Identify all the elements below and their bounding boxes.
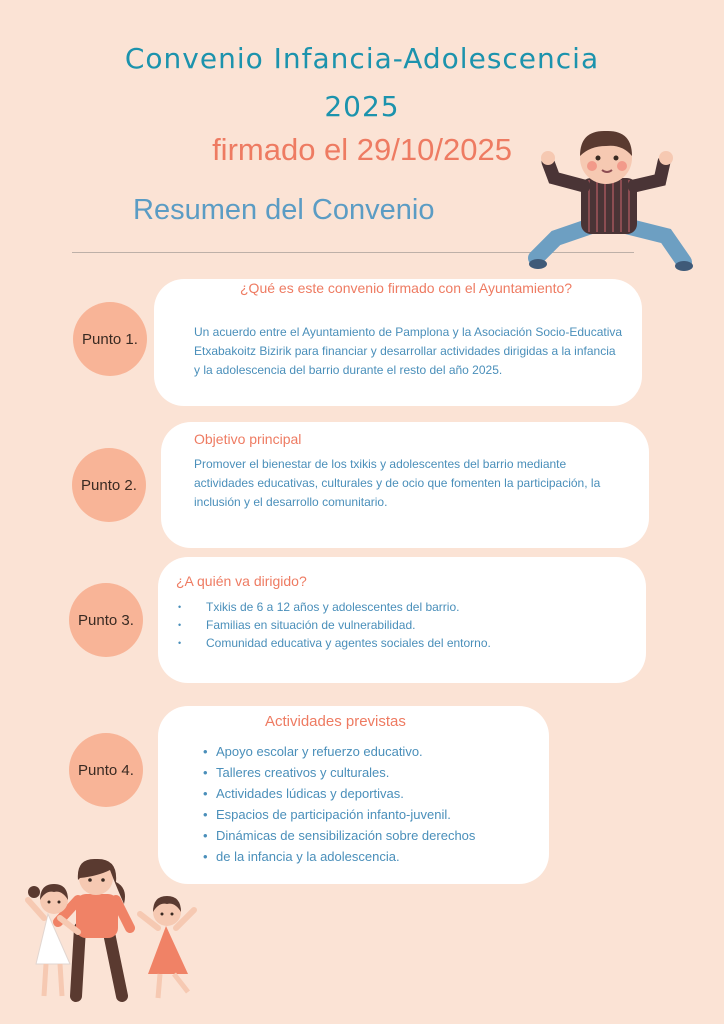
punto-2-text [194,455,600,512]
title-line-2: 2025 [324,90,400,123]
list-item: • Familias en situación de vulnerabilidad. [178,616,491,634]
punto-3-list [178,598,491,652]
punto-1-badge: Punto 1. [73,302,147,376]
punto-1-line: y la adolescencia del barrio durante el resto del año 2025. [194,363,503,377]
punto-2-line: Promover el bienestar de los txikis y adolescentes del barrio mediante [194,457,567,471]
punto-1-line: Un acuerdo entre el Ayuntamiento de Pamplona y la Asociación Socio-Educativa [194,325,623,339]
punto-3-title: ¿A quién va dirigido? [176,573,307,589]
list-item: • Espacios de participación infanto-juvenil. [203,804,475,825]
punto-4-list [203,741,475,867]
punto-1-title: ¿Qué es este convenio firmado con el Ayuntamiento? [240,280,573,296]
punto-2-title: Objetivo principal [194,431,302,447]
punto-2-badge: Punto 2. [72,448,146,522]
list-item-continuation: • de la infancia y la adolescencia. [203,846,475,867]
list-item: • Comunidad educativa y agentes sociales del entorno. [178,634,491,652]
punto-2-line: inclusión y el desarrollo comunitario. [194,495,388,509]
punto-1-line: Etxabakoitz Bizirik para financiar y desarrollar actividades dirigidas a la infancia [194,344,616,358]
summary-heading: Resumen del Convenio [133,194,435,226]
jumping-boy-icon [526,126,696,276]
woman-with-two-girls-icon [18,856,218,1006]
list-item: • Dinámicas de sensibilización sobre derechos [203,825,475,846]
punto-2-line: actividades educativas, culturales y de ocio que fomenten la participación, la [194,476,601,490]
punto-1-text [194,323,622,380]
punto-3-badge: Punto 3. [69,583,143,657]
punto-4-badge: Punto 4. [69,733,143,807]
title-line-1: Convenio Infancia-Adolescencia [124,42,600,75]
list-item: • Talleres creativos y culturales. [203,762,475,783]
punto-4-title: Actividades previstas [265,713,406,730]
list-item: • Actividades lúdicas y deportivas. [203,783,475,804]
signed-date: firmado el 29/10/2025 [212,132,512,167]
list-item: • Txikis de 6 a 12 años y adolescentes del barrio. [178,598,491,616]
list-item: • Apoyo escolar y refuerzo educativo. [203,741,475,762]
